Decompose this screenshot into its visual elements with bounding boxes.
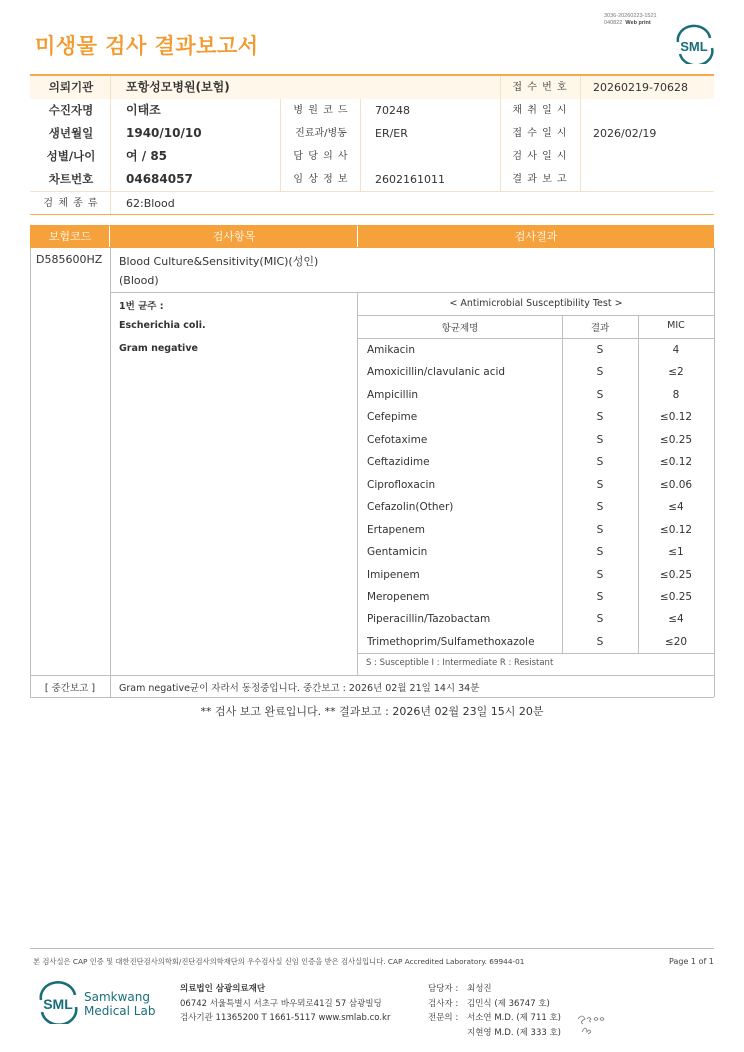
ast-drug-name: Piperacillin/Tazobactam [367,613,491,625]
rcv-no-label: 접 수 번 호 [512,82,568,93]
ast-result: S [596,591,604,603]
sexage-value: 여 / 85 [126,149,168,163]
test-date-label: 검 사 일 시 [512,151,568,162]
dob-value: 1940/10/10 [126,126,202,140]
ast-mic: ≤0.12 [659,411,693,423]
ast-col-drug: 항균제명 [441,323,479,334]
sexage-label: 성별/나이 [46,149,96,163]
staff-label-3: 전문의 : [428,1013,459,1023]
dept-label: 진료과/병동 [295,128,347,139]
document-code [604,13,657,27]
col-code-header: 보험코드 [48,230,92,243]
ast-result: S [596,456,604,468]
ast-result: S [596,613,604,625]
specimen-label: 검 체 종 류 [43,198,99,209]
staff-name-2: 김민식 (제 36747 호) [467,999,550,1009]
doc-code-line2: 040822 [604,20,623,26]
row-dob [30,122,714,145]
chart-label: 차트번호 [48,172,94,186]
ast-mic: ≤1 [668,546,684,558]
footer-logo-text: SML [43,996,73,1012]
ast-mic: ≤0.25 [659,569,693,581]
clinical-value: 2602161011 [375,173,445,186]
ast-drug-name: Cefazolin(Other) [367,501,454,513]
row-chart [30,168,714,191]
organism-name: Escherichia coli. [119,320,206,331]
ast-drug-name: Ciprofloxacin [367,479,436,491]
org-contact: 검사기관 11365200 T 1661-5117 www.smlab.co.kr [180,1013,391,1023]
ast-result: S [596,546,604,558]
staff-label-1: 담당자 : [428,984,459,994]
gram-stain: Gram negative [119,343,198,354]
ast-title: < Antimicrobial Susceptibility Test > [449,298,623,309]
name-label: 수진자명 [48,103,94,117]
footer-rule [30,948,714,949]
ast-mic: ≤0.25 [659,434,693,446]
rcv-no-value: 20260219-70628 [593,81,688,94]
ast-result: S [596,636,604,648]
final-note: ** 검사 보고 완료입니다. ** 결과보고 : 2026년 02월 23일 15시 20분 [200,705,544,718]
insurance-code: D585600HZ [36,253,103,266]
signature-icon [574,1010,608,1040]
name-value: 이태조 [126,103,161,117]
staff-name-1: 최성진 [467,984,492,994]
interim-text: Gram negative균이 자라서 동정중입니다. 중간보고 : 2026년 02월 21일 14시 34분 [119,683,480,694]
ast-drug-name: Ampicillin [367,389,419,401]
ast-mic: ≤0.06 [659,479,693,491]
organism-no: 1번 균주 : [119,301,164,312]
dob-label: 생년월일 [48,126,94,140]
sml-footer-logo-icon [36,980,80,1024]
ast-mic: 8 [672,389,680,401]
req-org-label: 의뢰기관 [48,80,94,94]
ast-result: S [596,366,604,378]
ast-drug-name: Cefotaxime [367,434,428,446]
cert-text: 본 검사실은 CAP 인증 및 대한진단검사의학회/진단검사의학재단의 우수검사실 신임 인증을 받은 검사실입니다. CAP Accredited Laboratory. 69944-01 [33,957,525,966]
row-req-org [30,76,714,99]
ast-result: S [596,389,604,401]
specimen-value: 62:Blood [126,197,175,210]
rcv-date-value: 2026/02/19 [593,127,657,140]
ast-result: S [596,501,604,513]
ast-result: S [596,524,604,536]
page-title: 미생물 검사 결과보고서 [35,34,259,58]
ast-legend: S : Susceptible I : Intermediate R : Resistant [366,658,554,668]
ast-drug-name: Gentamicin [367,546,428,558]
ast-result: S [596,411,604,423]
row-specimen [30,192,714,215]
ast-mic: ≤4 [668,501,684,513]
test-specimen: (Blood) [119,274,159,287]
ast-drug-name: Cefepime [367,411,418,423]
report-label: 결 과 보 고 [512,174,568,185]
ast-drug-name: Meropenem [367,591,430,603]
ast-mic: ≤2 [668,366,684,378]
col-item-header: 검사항목 [212,230,256,243]
col-result-header: 검사결과 [514,230,558,243]
ast-result: S [596,434,604,446]
doctor-label: 담 당 의 사 [293,151,349,162]
row-sexage [30,145,714,168]
ast-drug-name: Trimethoprim/Sulfamethoxazole [367,636,535,648]
brand-line2: Medical Lab [84,1004,156,1018]
ast-drug-name: Imipenem [367,569,420,581]
dept-value: ER/ER [375,127,408,140]
ast-result: S [596,344,604,356]
ast-drug-name: Ertapenem [367,524,425,536]
org-name: 의료법인 삼광의료재단 [180,984,266,994]
staff-name-4: 지현영 M.D. (제 333 호) [467,1028,562,1038]
page-number: Page 1 of 1 [669,957,714,966]
staff-name-3: 서소연 M.D. (제 711 호) [467,1013,562,1023]
ast-mic: ≤0.25 [659,591,693,603]
brand-line1: Samkwang [84,990,150,1004]
row-name [30,99,714,122]
ast-mic: 4 [672,344,680,356]
ast-drug-name: Amikacin [367,344,416,356]
doc-code-line1: 3036-20260223-1521 [604,13,657,19]
ast-col-mic: MIC [667,320,685,331]
ast-drug-name: Amoxicillin/clavulanic acid [367,366,506,378]
hosp-code-value: 70248 [375,104,410,117]
results-table-header [30,225,714,248]
ast-mic: ≤4 [668,613,684,625]
print-type: Web print [625,20,651,26]
rcv-date-label: 접 수 일 시 [512,128,568,139]
clinical-label: 임 상 정 보 [293,174,349,185]
hosp-code-label: 병 원 코 드 [293,105,349,116]
ast-col-result: 결과 [590,323,610,334]
org-address: 06742 서울특별시 서초구 바우뫼로41길 57 삼광빌딩 [180,999,382,1009]
chart-value: 04684057 [126,172,193,186]
staff-label-2: 검사자 : [428,999,459,1009]
logo-text: SML [680,39,708,54]
ast-result: S [596,479,604,491]
ast-drug-name: Ceftazidime [367,456,430,468]
test-name: Blood Culture&Sensitivity(MIC)(성인) [119,255,319,268]
sml-logo-icon [672,24,716,64]
ast-result: S [596,569,604,581]
interim-label: [ 중간보고 ] [44,683,96,694]
ast-mic: ≤20 [664,636,688,648]
collect-date-label: 채 취 일 시 [512,105,568,116]
req-org-value: 포항성모병원(보험) [126,80,230,94]
ast-mic: ≤0.12 [659,524,693,536]
header-bottom-rule [30,214,714,215]
ast-mic: ≤0.12 [659,456,693,468]
